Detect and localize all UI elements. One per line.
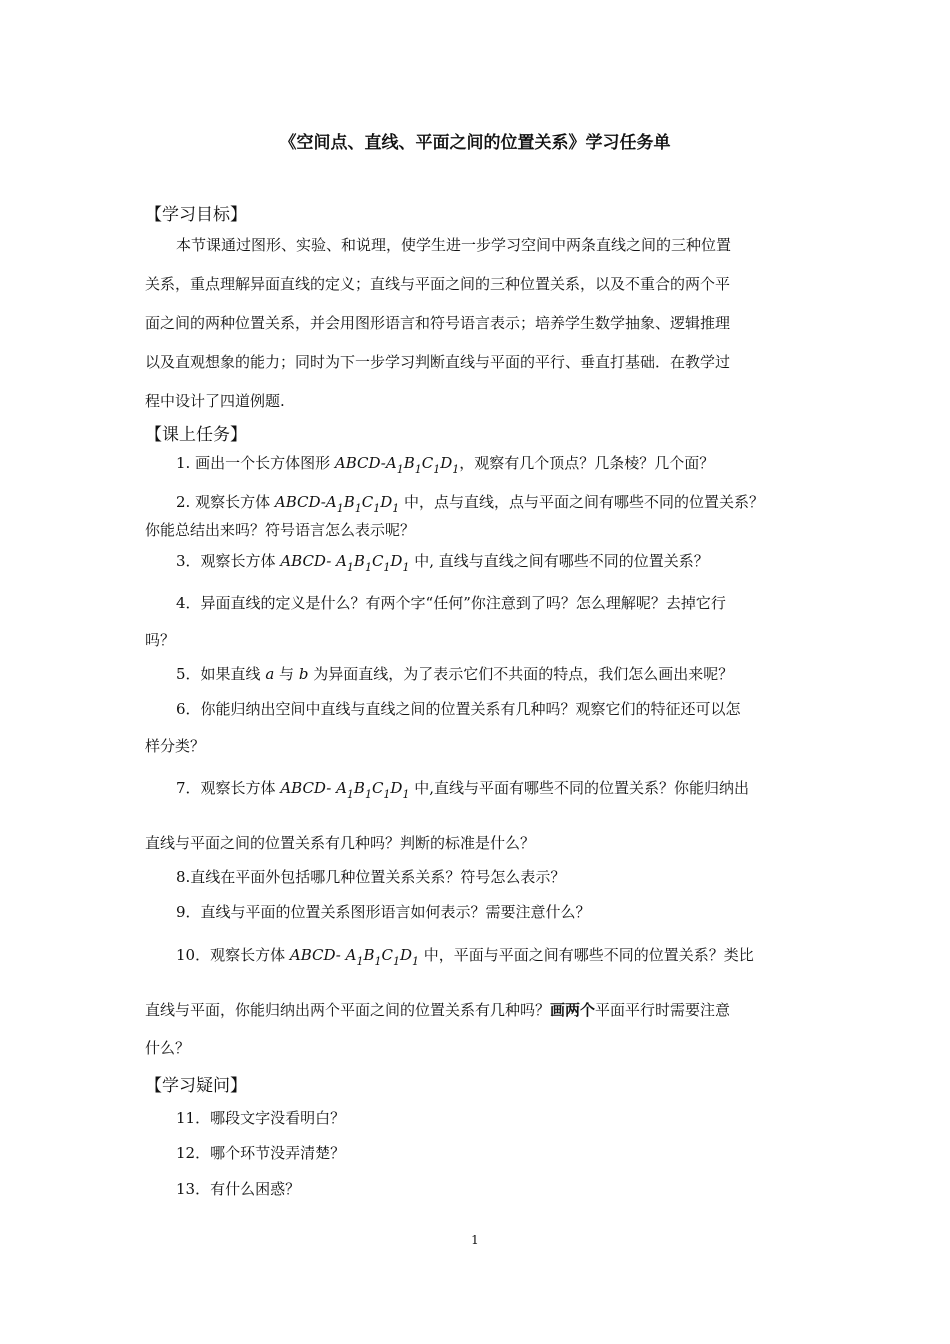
cuboid-notation: ABCD-$A_1B_1C_1D_1$ [334, 454, 460, 476]
goals-line: 程中设计了四道例题. [145, 392, 285, 410]
task-7: 7．观察长方体 ABCD- $A_1B_1C_1D_1$ 中,直线与平面有哪些不同的位置关系？你能归纳出 [176, 779, 749, 801]
task-7-continued: 直线与平面之间的位置关系有几种吗？判断的标准是什么？ [145, 834, 536, 852]
question-11: 11．哪段文字没看明白？ [176, 1109, 346, 1127]
cuboid-notation: ABCD- $A_1B_1C_1D_1$ [289, 946, 419, 968]
task-3: 3．观察长方体 ABCD- $A_1B_1C_1D_1$ 中, 直线与直线之间有哪些不同的位置关系？ [176, 552, 709, 574]
section-heading-questions: 【学习疑问】 [145, 1076, 247, 1096]
task-2-continued: 你能总结出来吗？符号语言怎么表示呢？ [145, 521, 416, 539]
section-heading-goals: 【学习目标】 [145, 205, 247, 225]
task-6: 6．你能归纳出空间中直线与直线之间的位置关系有几种吗？观察它们的特征还可以怎 [176, 700, 741, 718]
task-6-continued: 样分类？ [145, 737, 206, 755]
task-1: 1. 画出一个长方体图形 ABCD-$A_1B_1C_1D_1$，观察有几个顶点？几条棱？几个面？ [176, 454, 715, 476]
task-5: 5．如果直线 a 与 b 为异面直线，为了表示它们不共面的特点，我们怎么画出来呢？ [176, 665, 734, 683]
goals-line: 以及直观想象的能力；同时为下一步学习判断直线与平面的平行、垂直打基础．在教学过 [145, 353, 731, 371]
task-10: 10．观察长方体 ABCD- $A_1B_1C_1D_1$ 中，平面与平面之间有哪些不同的位置关系？类比 [176, 946, 754, 968]
task-4: 4．异面直线的定义是什么？有两个字“任何”你注意到了吗？怎么理解呢？去掉它行 [176, 594, 726, 612]
task-2: 2. 观察长方体 ABCD-$A_1B_1C_1D_1$ 中，点与直线，点与平面之间有哪些不同的位置关系？ [176, 493, 765, 515]
task-8: 8.直线在平面外包括哪几种位置关系关系？符号怎么表示？ [176, 868, 566, 886]
goals-paragraph [145, 226, 807, 421]
question-12: 12．哪个环节没弄清楚？ [176, 1144, 346, 1162]
section-heading-tasks: 【课上任务】 [145, 425, 247, 445]
cuboid-notation: ABCD- $A_1B_1C_1D_1$ [280, 779, 410, 801]
page-number: 1 [471, 1233, 479, 1247]
task-4-continued: 吗？ [145, 631, 176, 649]
goals-line: 本节课通过图形、实验、和说理，使学生进一步学习空间中两条直线之间的三种位置 [176, 236, 732, 254]
goals-line: 关系，重点理解异面直线的定义；直线与平面之间的三种位置关系，以及不重合的两个平 [145, 275, 731, 293]
cuboid-notation: ABCD-$A_1B_1C_1D_1$ [274, 493, 400, 515]
task-10-continued: 直线与平面，你能归纳出两个平面之间的位置关系有几种吗？画两个平面平行时需要注意 [145, 1001, 731, 1019]
question-13: 13．有什么困惑？ [176, 1180, 301, 1198]
cuboid-notation: ABCD- $A_1B_1C_1D_1$ [280, 552, 410, 574]
goals-line: 面之间的两种位置关系，并会用图形语言和符号语言表示；培养学生数学抽象、逻辑推理 [145, 314, 731, 332]
task-10-continued-2: 什么？ [145, 1039, 191, 1057]
task-9: 9．直线与平面的位置关系图形语言如何表示？需要注意什么？ [176, 903, 591, 921]
page-title: 《空间点、直线、平面之间的位置关系》学习任务单 [279, 133, 671, 153]
